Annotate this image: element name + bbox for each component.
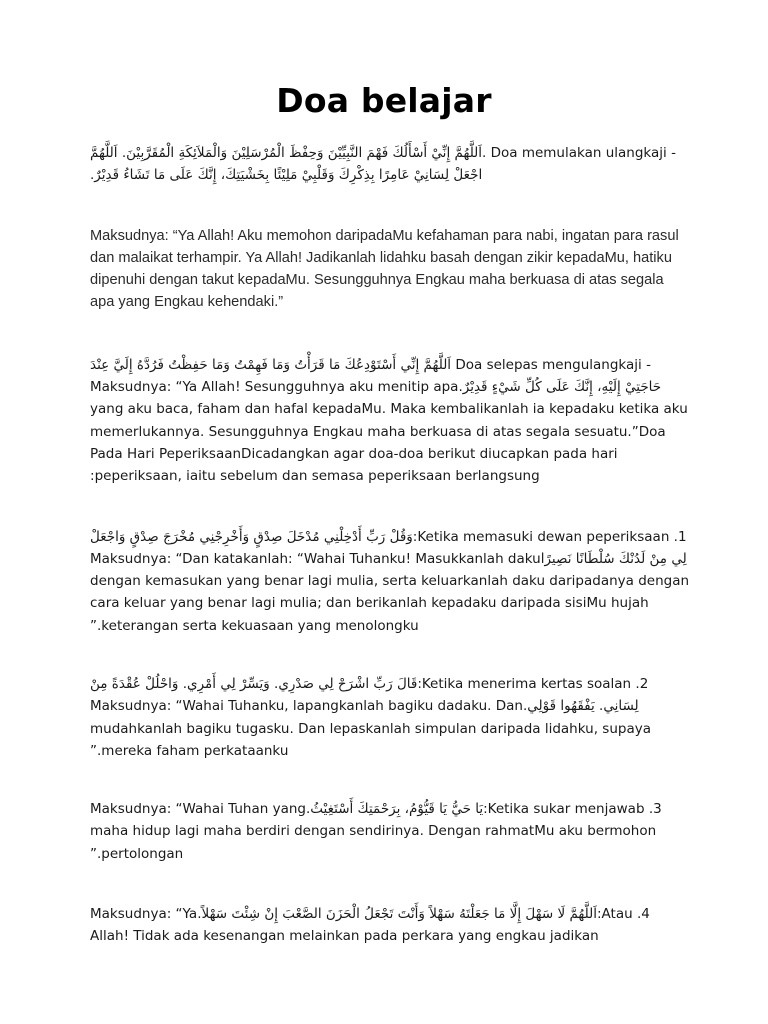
list-item-1-memasuki-dewan-peperiksaan: 1. Ketika memasuki dewan peperiksaan:وَقُلْ رَبِّ أَدْخِلْنِي مُدْخَلَ صِدْقٍ وَأَخْرِجْنِي مُخْرَجَ صِدْقٍ وَاجْعَلْ لِي مِنْ لَدُنْكَ سُلْطَانًا نَصِيرًاMaksudnya: “Dan katakanlah: “Wahai Tuhanku! Masukkanlah daku dengan kemasukan yang benar lagi mulia, serta keluarkanlah daku daripadanya dengan cara keluar yang benar lagi mulia; dan berikanlah kepadaku daripada sisiMu hujah keterangan serta kekuasaan yang menolongku.” [90, 528, 690, 634]
spacer [90, 488, 690, 526]
paragraph-doa-memulakan-ulangkaji: - Doa memulakan ulangkaji .اَللَّهُمَّ إِنِّيْ أَسْأَلُكَ فَهْمَ النَّبِيِّيْنَ وَحِفْظَ الْمُرْسَلِيْنَ وَالْمَلاَئِكَةِ الْمُقَرَّبِيْنَ. اَللَّهُمَّ اجْعَلْ لِسَانِيْ عَامِرًا بِذِكْرِكَ وَقَلْبِيْ مَلِيْئًا بِخَشْيَتِكَ، إِنَّكَ عَلَى مَا تَشَاءُ قَدِيْرٌ. [90, 144, 676, 184]
spacer [90, 762, 690, 798]
list-item-4-atau: 4. Atau:اَللَّهُمَّ لَا سَهْلَ إِلَّا مَا جَعَلْتَهُ سَهْلاً وَأَنْتَ تَجْعَلُ الْحَزَنَ الصَّعْبَ إِنْ شِئْتَ سَهْلاً.Maksudnya: “Ya Allah! Tidak ada kesenangan melainkan pada perkara yang engkau jadikan [90, 906, 650, 945]
paragraph-doa-selepas-mengulangkaji: - Doa selepas mengulangkaji اَللَّهُمَّ إِنِّي أَسْتَوْدِعُكَ مَا قَرَأْتُ وَمَا فَهِمْتُ وَمَا حَفِظْتُ فَرُدَّهُ إِلَيَّ عِنْدَ حَاجَتِيْ إِلَيْهِ، إِنَّكَ عَلَى كُلِّ شَيْءٍ قَدِيْرٌ.Maksudnya: “Ya Allah! Sesungguhnya aku menitip apa yang aku baca, faham dan hafal kepadaMu. Maka kembalikanlah ia kepadaku ketika aku memerlukannya. Sesungguhnya Engkau maha berkuasa di atas segala sesuatu.”Doa Pada Hari PeperiksaanDicadangkan agar doa-doa berikut diucapkan pada hari peperiksaan, iaitu sebelum dan semasa peperiksaan berlangsung: [90, 356, 688, 485]
spacer [90, 637, 690, 673]
document-body [0, 120, 768, 948]
spacer [90, 314, 690, 354]
list-item-3-sukar-menjawab: 3. Ketika sukar menjawab:يَا حَيُّ يَا قَيُّوْمُ، بِرَحْمَتِكَ أَسْتَغِيْثُ.Maksudnya: “Wahai Tuhan yang maha hidup lagi maha berdiri dengan sendirinya. Dengan rahmatMu aku bermohon pertolongan.” [90, 801, 662, 862]
list-item-2-menerima-kertas-soalan: 2. Ketika menerima kertas soalan:قَالَ رَبِّ اشْرَحْ لِي صَدْرِي. وَيَسِّرْ لِي أَمْرِي. وَاحْلُلْ عُقْدَةً مِنْ لِسَانِي. يَفْقَهُوا قَوْلِي.Maksudnya: “Wahai Tuhanku, lapangkanlah bagiku dadaku. Dan mudahkanlah bagiku tugasku. Dan lepaskanlah simpulan daripada lidahku, supaya mereka faham perkataanku.” [90, 675, 651, 759]
spacer [90, 120, 690, 142]
spacer [90, 865, 690, 903]
page-title: Doa belajar [276, 81, 492, 120]
paragraph-maksud-doa-memulakan: Maksudnya: “Ya Allah! Aku memohon daripadaMu kefahaman para nabi, ingatan para rasul dan malaikat terhampir. Ya Allah! Jadikanlah lidahku basah dengan zikir kepadaMu, hatiku dipenuhi dengan takut kepadaMu. Sesungguhnya Engkau maha berkuasa di atas segala apa yang Engkau kehendaki.” [90, 227, 679, 311]
spacer [90, 187, 690, 225]
